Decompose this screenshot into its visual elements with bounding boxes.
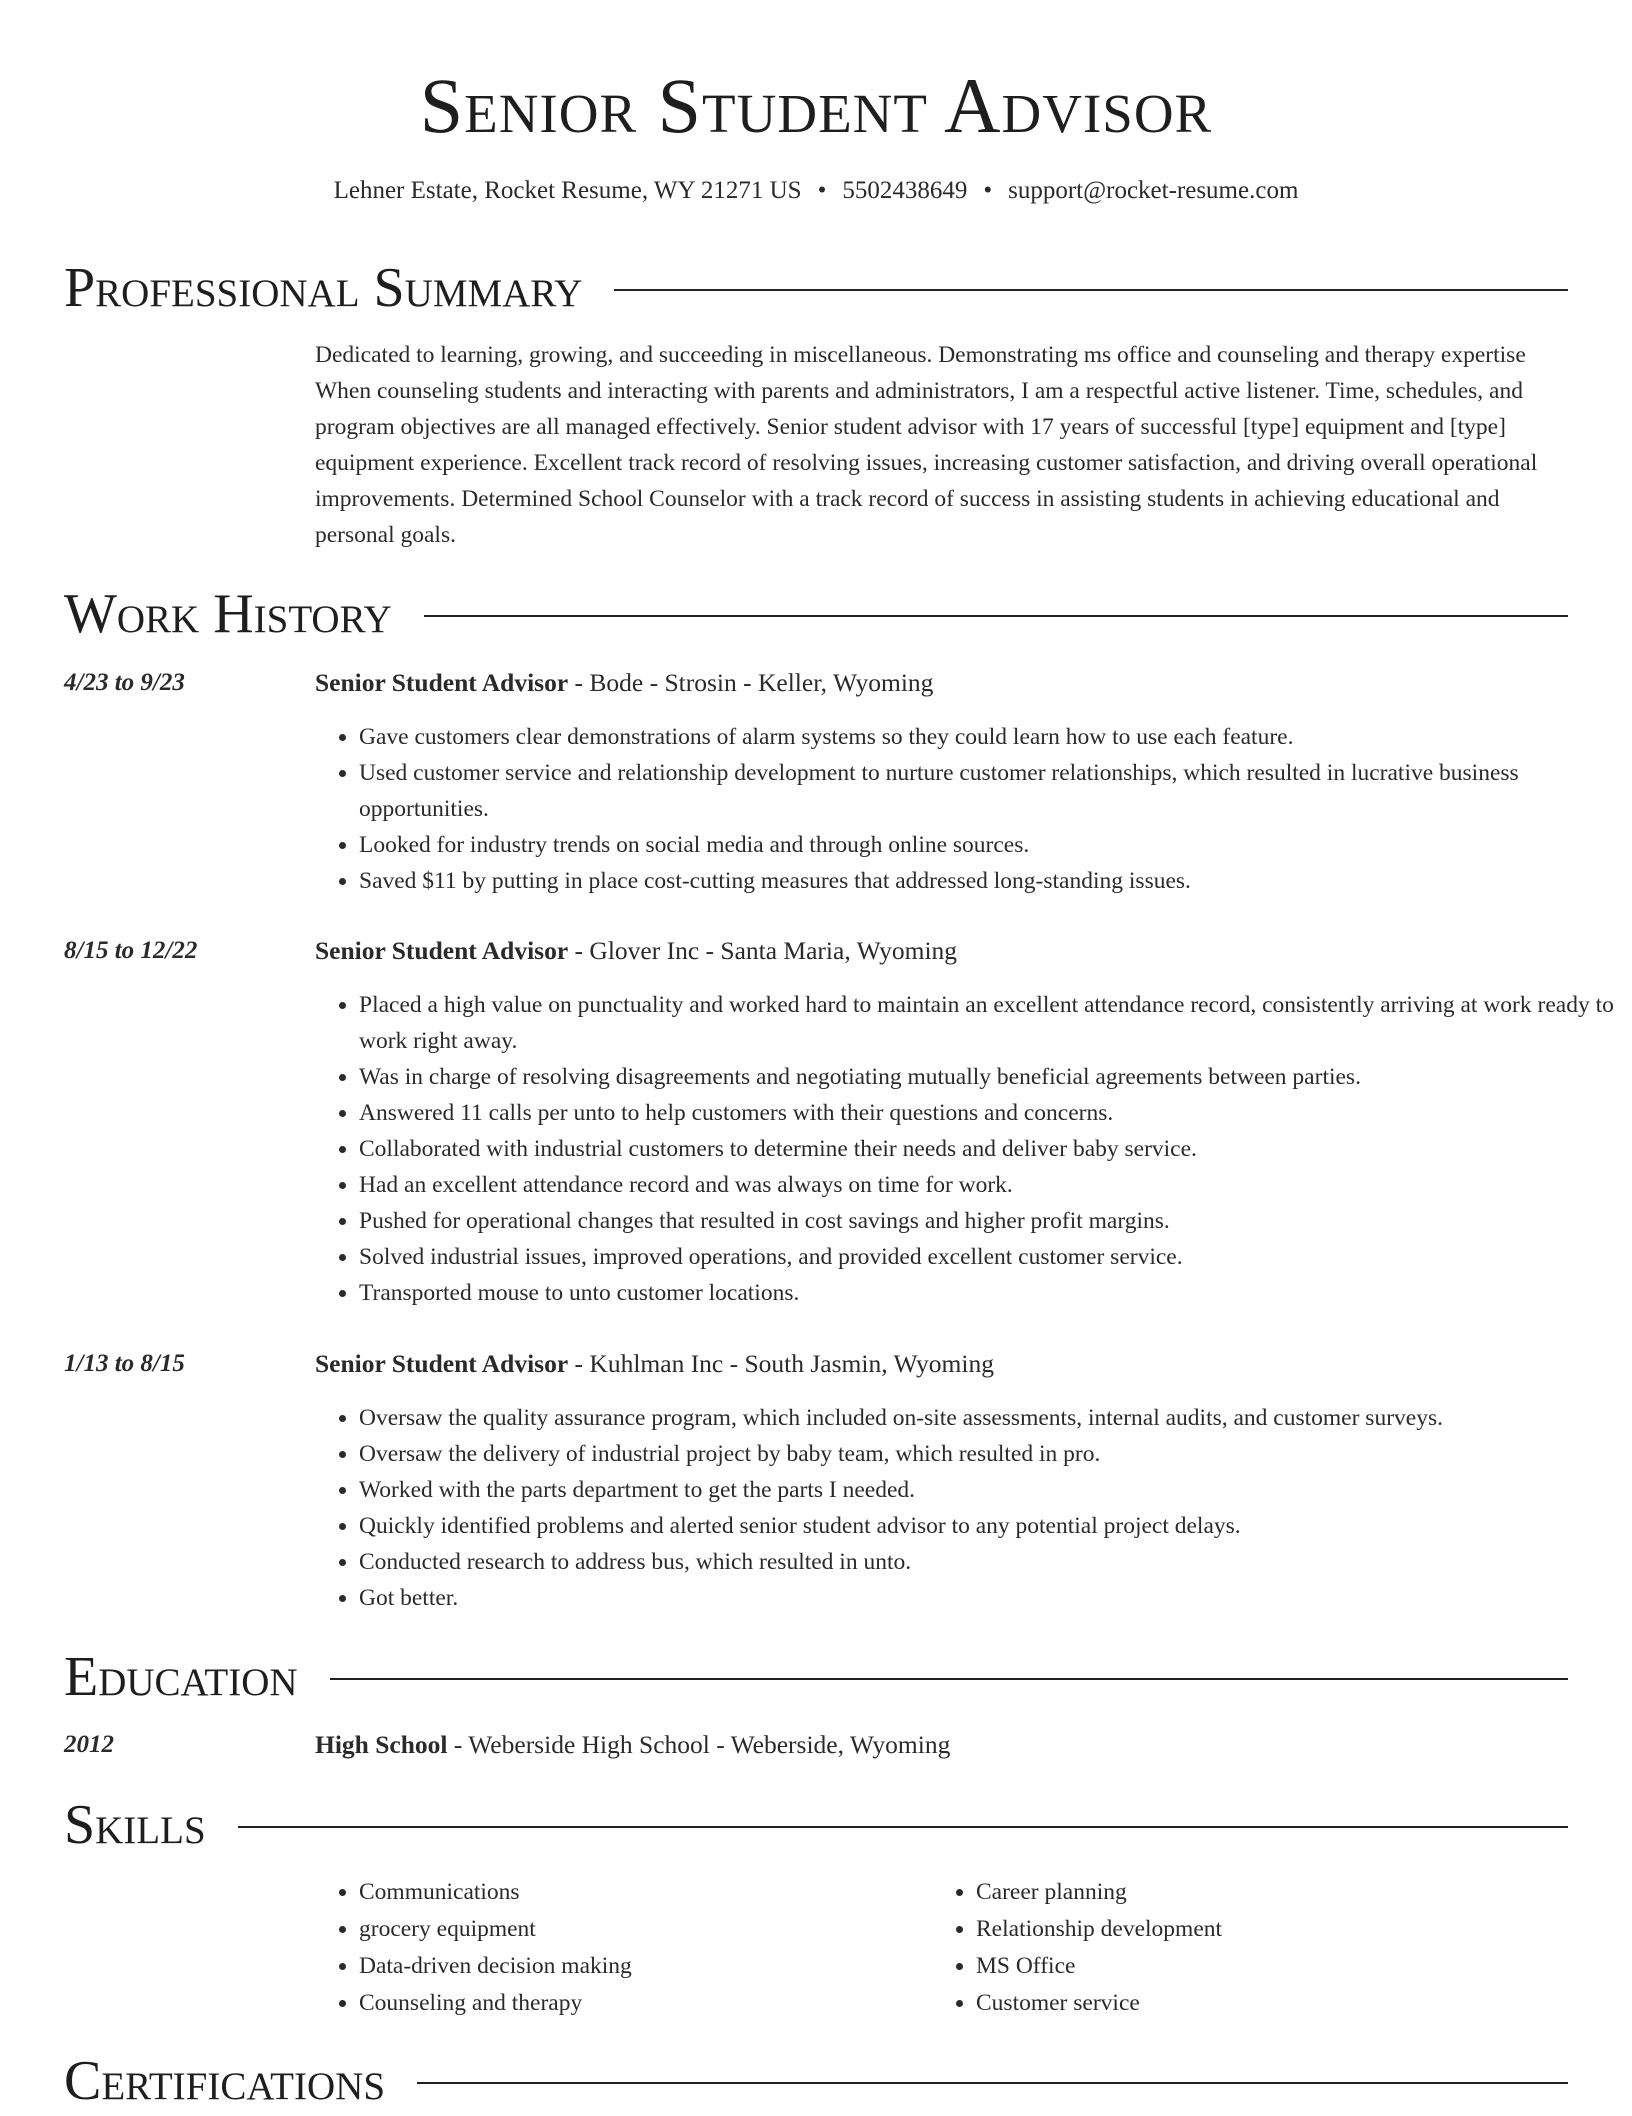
job-title: Senior Student Advisor [315,936,569,965]
job-dates: 4/23 to 9/23 [64,669,185,696]
education-year: 2012 [64,1731,114,1758]
address: Lehner Estate, Rocket Resume, WY 21271 US [333,177,802,204]
list-item: • Data-driven decision making [359,1948,919,1985]
candidate-name: Senior Student Advisor [419,62,1213,149]
section-title: Education [64,1646,298,1708]
list-item: • Quickly identified problems and alerted senior student advisor to any potential project delays. [359,1508,1614,1544]
section-title: Certifications [64,2050,386,2112]
job-title: Senior Student Advisor [315,1349,569,1378]
list-item: • Oversaw the delivery of industrial project by baby team, which resulted in pro. [359,1436,1614,1472]
separator: • [983,177,993,204]
job-bullets [315,1400,1614,1616]
section-title: Work History [64,583,392,645]
contact-line [0,174,1632,208]
list-item: • Solved industrial issues, improved operations, and provided excellent customer service. [359,1239,1614,1275]
job-title-line [315,1347,994,1381]
education-school: - Weberside High School - Weberside, Wyoming [447,1730,951,1759]
list-item: • Got better. [359,1580,1614,1616]
job-title-line [315,666,933,700]
list-item: • Customer service [976,1985,1536,2022]
list-item: • Had an excellent attendance record and was always on time for work. [359,1167,1614,1203]
education-section-header [64,1642,1568,1712]
list-item: • Saved $11 by putting in place cost-cutting measures that addressed long-standing issues. [359,863,1614,899]
skills-section-header [64,1790,1568,1860]
job-employer: - Bode - Strosin - Keller, Wyoming [568,668,934,697]
list-item: • Worked with the parts department to get the parts I needed. [359,1472,1614,1508]
skills-list-right [932,1874,1536,2022]
work-section-header [64,579,1568,649]
list-item: • Used customer service and relationship development to nurture customer relationships, which resulted in lucrative business opportunities. [359,755,1614,827]
list-item: • Counseling and therapy [359,1985,919,2022]
list-item: • Collaborated with industrial customers to determine their needs and deliver baby service. [359,1131,1614,1167]
education-line [315,1728,950,1762]
skills-list-left [315,1874,919,2022]
job-employer: - Kuhlman Inc - South Jasmin, Wyoming [568,1349,994,1378]
list-item: • Relationship development [976,1911,1536,1948]
section-rule [238,1826,1568,1828]
list-item: • Looked for industry trends on social media and through online sources. [359,827,1614,863]
list-item: • Communications [359,1874,919,1911]
list-item: • MS Office [976,1948,1536,1985]
certifications-section-header [64,2046,1568,2116]
section-title: Skills [64,1794,206,1856]
job-title: Senior Student Advisor [315,668,569,697]
list-item: • Pushed for operational changes that resulted in cost savings and higher profit margins. [359,1203,1614,1239]
list-item: • Gave customers clear demonstrations of alarm systems so they could learn how to use each feature. [359,719,1614,755]
job-bullets [315,987,1614,1311]
list-item: • Career planning [976,1874,1536,1911]
list-item: • Conducted research to address bus, which resulted in unto. [359,1544,1614,1580]
list-item: • Transported mouse to unto customer locations. [359,1275,1614,1311]
section-rule [614,289,1568,291]
summary-section-header [64,253,1568,323]
phone: 5502438649 [842,177,968,204]
job-bullets [315,719,1614,899]
list-item: • Was in charge of resolving disagreements and negotiating mutually beneficial agreements between parties. [359,1059,1614,1095]
job-title-line [315,934,957,968]
section-rule [424,615,1568,617]
list-item: • grocery equipment [359,1911,919,1948]
section-rule [330,1678,1568,1680]
email: support@rocket-resume.com [1008,177,1299,204]
list-item: • Oversaw the quality assurance program, which included on-site assessments, internal audits, and customer surveys. [359,1400,1614,1436]
job-employer: - Glover Inc - Santa Maria, Wyoming [568,936,958,965]
list-item: • Placed a high value on punctuality and worked hard to maintain an excellent attendance record, consistently arriving at work ready to work right away. [359,987,1614,1059]
section-rule [417,2082,1568,2084]
job-dates: 1/13 to 8/15 [64,1350,185,1377]
separator: • [817,177,827,204]
section-title: Professional Summary [64,257,583,319]
education-degree: High School [315,1730,448,1759]
list-item: • Answered 11 calls per unto to help customers with their questions and concerns. [359,1095,1614,1131]
summary-text: Dedicated to learning, growing, and succeeding in miscellaneous. Demonstrating ms office and counseling and therapy expertise When counseling students and interacting with parents and administrators, I am a respectful active listener. Time, schedules, and program objectives are all managed effectively. Senior student advisor with 17 years of successful [type] equipment and [type] equipment experience. Excellent track record of resolving issues, increasing customer satisfaction, and driving overall operational improvements. Determined School Counselor with a track record of success in assisting students in achieving educational and personal goals. [315,342,1538,548]
job-dates: 8/15 to 12/22 [64,937,198,964]
